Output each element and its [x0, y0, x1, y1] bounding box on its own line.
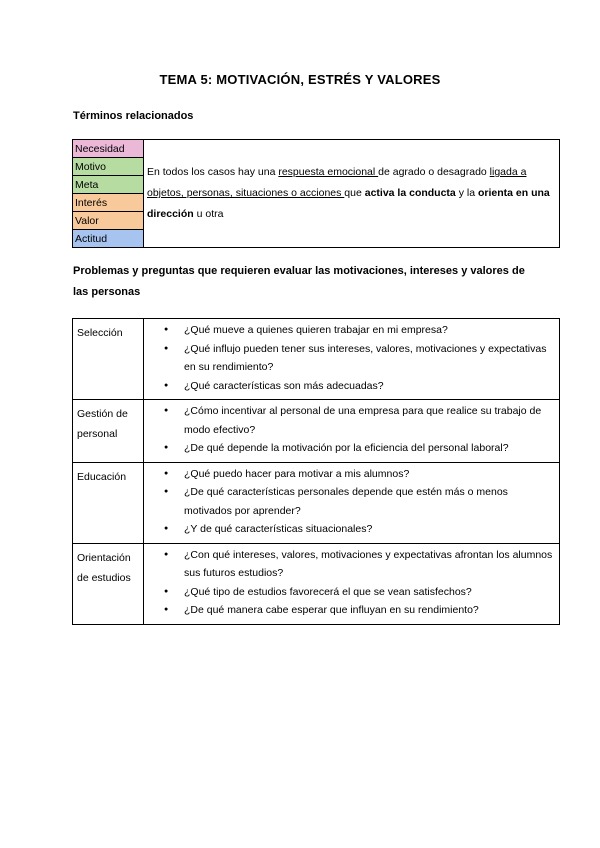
term-meta: Meta: [73, 176, 144, 194]
category-cell: Orientación de estudios: [73, 543, 144, 624]
definition-underline-2: ligada a objetos, personas, situaciones o acciones: [147, 166, 527, 199]
table-row: [73, 462, 560, 543]
list-item: ● ¿Qué tipo de estudios favorecerá el que se vean satisfechos?: [184, 583, 553, 602]
list-item: ● ¿Cómo incentivar al personal de una empresa para que realice su trabajo de modo efectivo?: [184, 402, 553, 439]
questions-cell: [144, 462, 560, 543]
list-item: ● ¿Qué puedo hacer para motivar a mis alumnos?: [184, 465, 553, 484]
term-interes: Interés: [73, 194, 144, 212]
terms-heading: Términos relacionados: [73, 110, 194, 122]
table-row: [73, 319, 560, 400]
table-row: [73, 400, 560, 463]
term-motivo: Motivo: [73, 158, 144, 176]
table-row: [73, 543, 560, 624]
category-cell: Educación: [73, 462, 144, 543]
list-item: ● ¿De qué depende la motivación por la eficiencia del personal laboral?: [184, 439, 553, 458]
list-item: ● ¿De qué manera cabe esperar que influyan en su rendimiento?: [184, 601, 553, 620]
category-cell: Gestión de personal: [73, 400, 144, 463]
definition-text-3: que: [344, 187, 365, 199]
definition-bold-2: orienta en una dirección: [147, 187, 550, 220]
list-item: ● ¿Con qué intereses, valores, motivaciones y expectativas afrontan los alumnos sus futuros estudios?: [184, 546, 553, 583]
term-necesidad: Necesidad: [73, 140, 144, 158]
question-list: [144, 465, 553, 539]
list-item: ● ¿De qué características personales depende que estén más o menos motivados por aprender?: [184, 483, 553, 520]
definition-cell: [144, 140, 560, 248]
problems-heading: Problemas y preguntas que requieren evaluar las motivaciones, intereses y valores de las personas: [73, 265, 525, 298]
page-title: TEMA 5: MOTIVACIÓN, ESTRÉS Y VALORES: [159, 72, 441, 87]
questions-cell: [144, 543, 560, 624]
questions-cell: [144, 319, 560, 400]
term-valor: Valor: [73, 212, 144, 230]
term-actitud: Actitud: [73, 230, 144, 248]
question-list: [144, 321, 553, 395]
category-cell: Selección: [73, 319, 144, 400]
definition-text-5: u otra: [193, 208, 224, 220]
definition-text-1: En todos los casos hay una: [147, 166, 279, 178]
terms-table: [72, 139, 560, 248]
definition-underline-1: respuesta emocional: [278, 166, 379, 178]
list-item: ● ¿Qué influjo pueden tener sus intereses, valores, motivaciones y expectativas en su rendimiento?: [184, 340, 553, 377]
list-item: ● ¿Qué características son más adecuadas?: [184, 377, 553, 396]
problems-table: [72, 318, 560, 625]
definition-text-4: y la: [455, 187, 478, 199]
definition-bold-1: activa la conducta: [364, 187, 456, 199]
list-item: ● ¿Y de qué características situacionales?: [184, 520, 553, 539]
questions-cell: [144, 400, 560, 463]
list-item: ● ¿Qué mueve a quienes quieren trabajar en mi empresa?: [184, 321, 553, 340]
question-list: [144, 402, 553, 458]
definition-text-2: de agrado o desagrado: [378, 166, 490, 178]
question-list: [144, 546, 553, 620]
